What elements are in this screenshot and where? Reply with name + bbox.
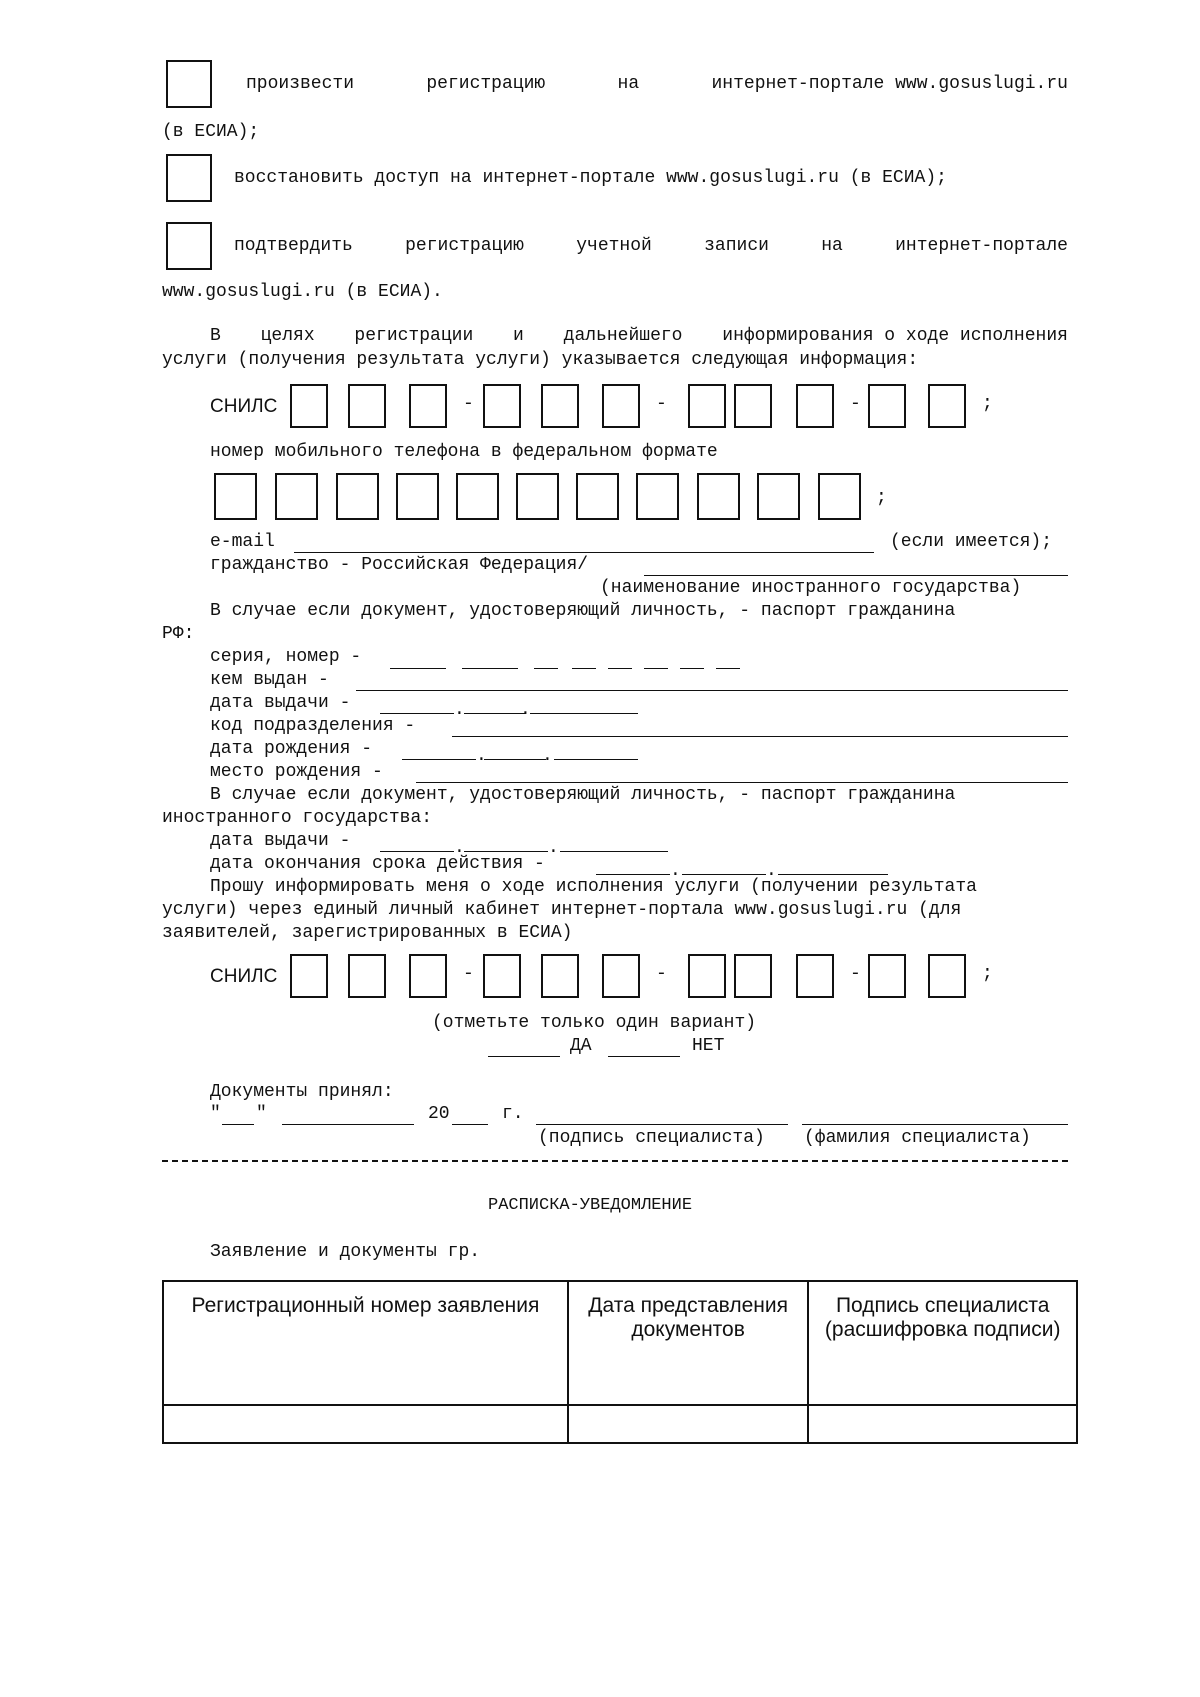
surname-line[interactable] — [802, 1124, 1068, 1125]
quote-close: " — [256, 1104, 267, 1124]
passport-series-line[interactable] — [390, 668, 446, 669]
snils-cell[interactable] — [796, 384, 834, 428]
issue-date-label: дата выдачи - — [210, 693, 351, 713]
snils-cell[interactable] — [290, 384, 328, 428]
receipt-title: РАСПИСКА-УВЕДОМЛЕНИЕ — [488, 1196, 693, 1215]
header-specialist-signature: Подпись специалиста (расшифровка подписи) — [808, 1281, 1077, 1405]
date-dot: . — [476, 746, 487, 766]
passport-foreign-line2: иностранного государства: — [162, 808, 433, 828]
cut-line — [162, 1160, 1068, 1162]
phone-semicolon: ; — [876, 488, 887, 508]
passport-foreign-line1: В случае если документ, удостоверяющий личность, - паспорт гражданина — [210, 785, 956, 805]
option-register-line1: произвести регистрацию на интернет-портале www.gosuslugi.ru — [246, 74, 1068, 94]
expiry-year-line[interactable] — [778, 874, 888, 875]
phone-cell[interactable] — [456, 473, 499, 520]
year-prefix: 20 — [428, 1104, 450, 1124]
passport-series-label: серия, номер - — [210, 647, 362, 667]
cell-submission-date[interactable] — [568, 1405, 809, 1443]
email-line[interactable] — [294, 552, 874, 553]
snils-cell[interactable] — [602, 384, 640, 428]
signature-line[interactable] — [536, 1124, 788, 1125]
issued-by-label: кем выдан - — [210, 670, 329, 690]
phone-cell[interactable] — [636, 473, 679, 520]
snils-separator: - — [850, 394, 861, 414]
division-code-label: код подразделения - — [210, 716, 416, 736]
expiry-label: дата окончания срока действия - — [210, 854, 545, 874]
header-submission-date: Дата представления документов — [568, 1281, 809, 1405]
snils-label-2: СНИЛС — [210, 966, 278, 987]
birth-date-month-line[interactable] — [484, 759, 546, 760]
intro-line2: услуги (получения результата услуги) указывается следующая информация: — [162, 350, 919, 370]
receipt-text: Заявление и документы гр. — [210, 1242, 481, 1262]
no-label: НЕТ — [692, 1036, 725, 1056]
snils-cell[interactable] — [688, 954, 726, 998]
passport-number-line[interactable] — [534, 668, 558, 669]
snils-cell[interactable] — [483, 384, 521, 428]
snils-cell[interactable] — [541, 384, 579, 428]
expiry-month-line[interactable] — [682, 874, 766, 875]
snils-cell[interactable] — [348, 384, 386, 428]
option-register-checkbox[interactable] — [166, 60, 212, 108]
snils-cell[interactable] — [348, 954, 386, 998]
yes-label: ДА — [570, 1036, 592, 1056]
birth-date-year-line[interactable] — [554, 759, 638, 760]
snils-cell[interactable] — [868, 384, 906, 428]
foreign-issue-date-month-line[interactable] — [464, 851, 548, 852]
snils-separator: - — [463, 394, 474, 414]
snils-cell[interactable] — [928, 384, 966, 428]
phone-cell[interactable] — [214, 473, 257, 520]
passport-series-line[interactable] — [462, 668, 518, 669]
birth-place-line[interactable] — [416, 782, 1068, 783]
snils-cell[interactable] — [734, 954, 772, 998]
citizenship-line[interactable] — [644, 575, 1068, 576]
snils-cell[interactable] — [688, 384, 726, 428]
date-dot: . — [454, 838, 465, 858]
birth-date-day-line[interactable] — [402, 759, 476, 760]
surname-caption: (фамилия специалиста) — [804, 1128, 1031, 1148]
birth-place-label: место рождения - — [210, 762, 383, 782]
option-register-line2: (в ЕСИА); — [162, 122, 260, 142]
citizenship-note: (наименование иностранного государства) — [600, 578, 1022, 598]
accepted-label: Документы принял: — [210, 1082, 394, 1102]
option-restore-checkbox[interactable] — [166, 154, 212, 202]
option-confirm-checkbox[interactable] — [166, 222, 212, 270]
snils-label: СНИЛС — [210, 396, 278, 417]
passport-rf-line1: В случае если документ, удостоверяющий личность, - паспорт гражданина — [210, 601, 956, 621]
phone-cell[interactable] — [516, 473, 559, 520]
phone-cell[interactable] — [757, 473, 800, 520]
date-dot: . — [454, 700, 465, 720]
header-registration-number: Регистрационный номер заявления — [163, 1281, 568, 1405]
snils-separator: - — [463, 964, 474, 984]
foreign-issue-date-year-line[interactable] — [560, 851, 668, 852]
date-dot: . — [548, 838, 559, 858]
phone-cell[interactable] — [818, 473, 861, 520]
snils-cell[interactable] — [796, 954, 834, 998]
quote-open: " — [210, 1104, 221, 1124]
phone-cell[interactable] — [336, 473, 379, 520]
snils-cell[interactable] — [541, 954, 579, 998]
notify-line3: заявителей, зарегистрированных в ЕСИА) — [162, 923, 573, 943]
option-confirm-line1: подтвердить регистрацию учетной записи на интернет-портале — [234, 236, 1068, 256]
notify-line2: услуги) через единый личный кабинет интернет-портала www.gosuslugi.ru (для — [162, 900, 962, 920]
phone-cell[interactable] — [576, 473, 619, 520]
yes-line[interactable] — [488, 1056, 560, 1057]
snils-separator: - — [850, 964, 861, 984]
passport-rf-line2: РФ: — [162, 624, 195, 644]
snils-cell[interactable] — [734, 384, 772, 428]
no-line[interactable] — [608, 1056, 680, 1057]
passport-number-line[interactable] — [572, 668, 596, 669]
snils-semicolon: ; — [982, 394, 993, 414]
option-restore-line1: восстановить доступ на интернет-портале www.gosuslugi.ru (в ЕСИА); — [234, 168, 947, 188]
accept-day-line[interactable] — [222, 1124, 254, 1125]
expiry-day-line[interactable] — [596, 874, 670, 875]
snils-cell[interactable] — [409, 954, 447, 998]
date-dot: . — [542, 746, 553, 766]
issued-by-line[interactable] — [356, 690, 1068, 691]
issue-date-year-line[interactable] — [530, 713, 638, 714]
snils-separator: - — [656, 394, 667, 414]
date-dot: . — [520, 700, 531, 720]
snils-cell[interactable] — [409, 384, 447, 428]
phone-cell[interactable] — [697, 473, 740, 520]
date-dot: . — [766, 861, 777, 881]
passport-number-line[interactable] — [716, 668, 740, 669]
foreign-issue-date-label: дата выдачи - — [210, 831, 351, 851]
citizenship-label: гражданство - Российская Федерация/ — [210, 555, 589, 575]
accept-year-line[interactable] — [452, 1124, 488, 1125]
accept-month-line[interactable] — [282, 1124, 414, 1125]
phone-cell[interactable] — [275, 473, 318, 520]
snils-cell[interactable] — [602, 954, 640, 998]
email-note: (если имеется); — [890, 532, 1053, 552]
passport-number-line[interactable] — [608, 668, 632, 669]
snils-separator: - — [656, 964, 667, 984]
intro-line1: В целях регистрации и дальнейшего информирования о ходе исполнения — [210, 326, 1068, 346]
snils-cell[interactable] — [483, 954, 521, 998]
issue-date-month-line[interactable] — [464, 713, 526, 714]
phone-cell[interactable] — [396, 473, 439, 520]
choose-note: (отметьте только один вариант) — [432, 1013, 757, 1033]
phone-label: номер мобильного телефона в федеральном формате — [210, 442, 718, 462]
passport-number-line[interactable] — [680, 668, 704, 669]
email-label: e-mail — [210, 532, 275, 552]
date-dot: . — [670, 861, 681, 881]
snils-cell[interactable] — [868, 954, 906, 998]
notify-line1: Прошу информировать меня о ходе исполнения услуги (получении результата — [210, 877, 977, 897]
birth-date-label: дата рождения - — [210, 739, 373, 759]
snils-cell[interactable] — [928, 954, 966, 998]
signature-caption: (подпись специалиста) — [538, 1128, 765, 1148]
option-confirm-line2: www.gosuslugi.ru (в ЕСИА). — [162, 282, 443, 302]
cell-specialist-signature[interactable] — [808, 1405, 1077, 1443]
year-suffix: г. — [502, 1104, 524, 1124]
snils-semicolon: ; — [982, 964, 993, 984]
issue-date-day-line[interactable] — [380, 713, 454, 714]
snils-cell[interactable] — [290, 954, 328, 998]
receipt-table — [162, 1280, 1078, 1444]
division-code-line[interactable] — [452, 736, 1068, 737]
foreign-issue-date-day-line[interactable] — [380, 851, 454, 852]
cell-registration-number[interactable] — [163, 1405, 568, 1443]
passport-number-line[interactable] — [644, 668, 668, 669]
